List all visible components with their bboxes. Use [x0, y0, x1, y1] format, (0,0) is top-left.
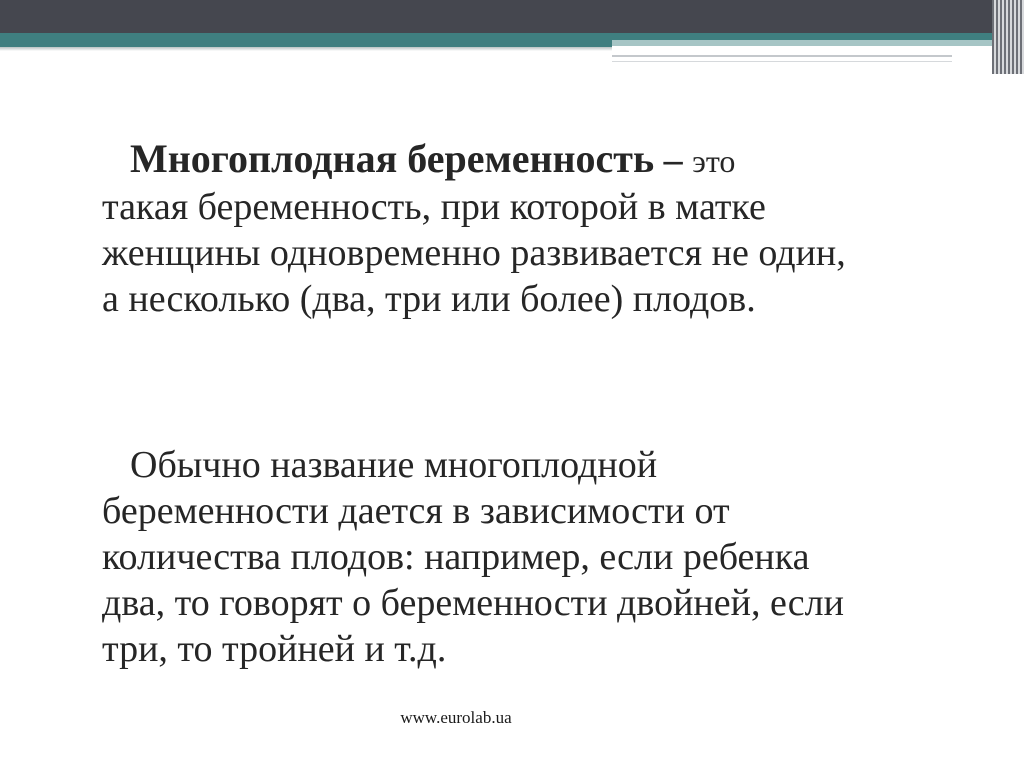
- source-credit: [0, 708, 912, 728]
- naming-line-1: Обычно название многоплодной: [130, 444, 658, 486]
- header-stripes-decoration: [992, 0, 1024, 74]
- header-band-shadow: [0, 47, 612, 51]
- header-band-teal: [0, 33, 612, 47]
- naming-paragraph: [102, 442, 982, 672]
- source-url: www.eurolab.ua: [400, 708, 512, 727]
- definition-after-dash: это: [692, 143, 736, 179]
- definition-dash: –: [663, 139, 683, 181]
- naming-line-4: два, то говорят о беременности двойней, если: [102, 582, 844, 624]
- naming-line-5: три, то тройней и т.д.: [102, 628, 447, 670]
- header-band-teal-right: [612, 33, 992, 40]
- header-band-dark: [0, 0, 1024, 33]
- naming-line-2: беременности дается в зависимости от: [102, 490, 730, 532]
- definition-line-3: женщины одновременно развивается не один,: [102, 232, 846, 274]
- definition-line-2: такая беременность, при которой в матке: [102, 186, 766, 228]
- header-rule: [612, 55, 952, 57]
- definition-paragraph: [102, 136, 982, 322]
- definition-line-1: [102, 136, 982, 184]
- header-rule-secondary: [612, 61, 952, 62]
- definition-line-4: а несколько (два, три или более) плодов.: [102, 278, 756, 320]
- definition-term: Многоплодная беременность: [130, 136, 655, 181]
- header-band-pale: [612, 40, 992, 46]
- naming-line-3: количества плодов: например, если ребенка: [102, 536, 810, 578]
